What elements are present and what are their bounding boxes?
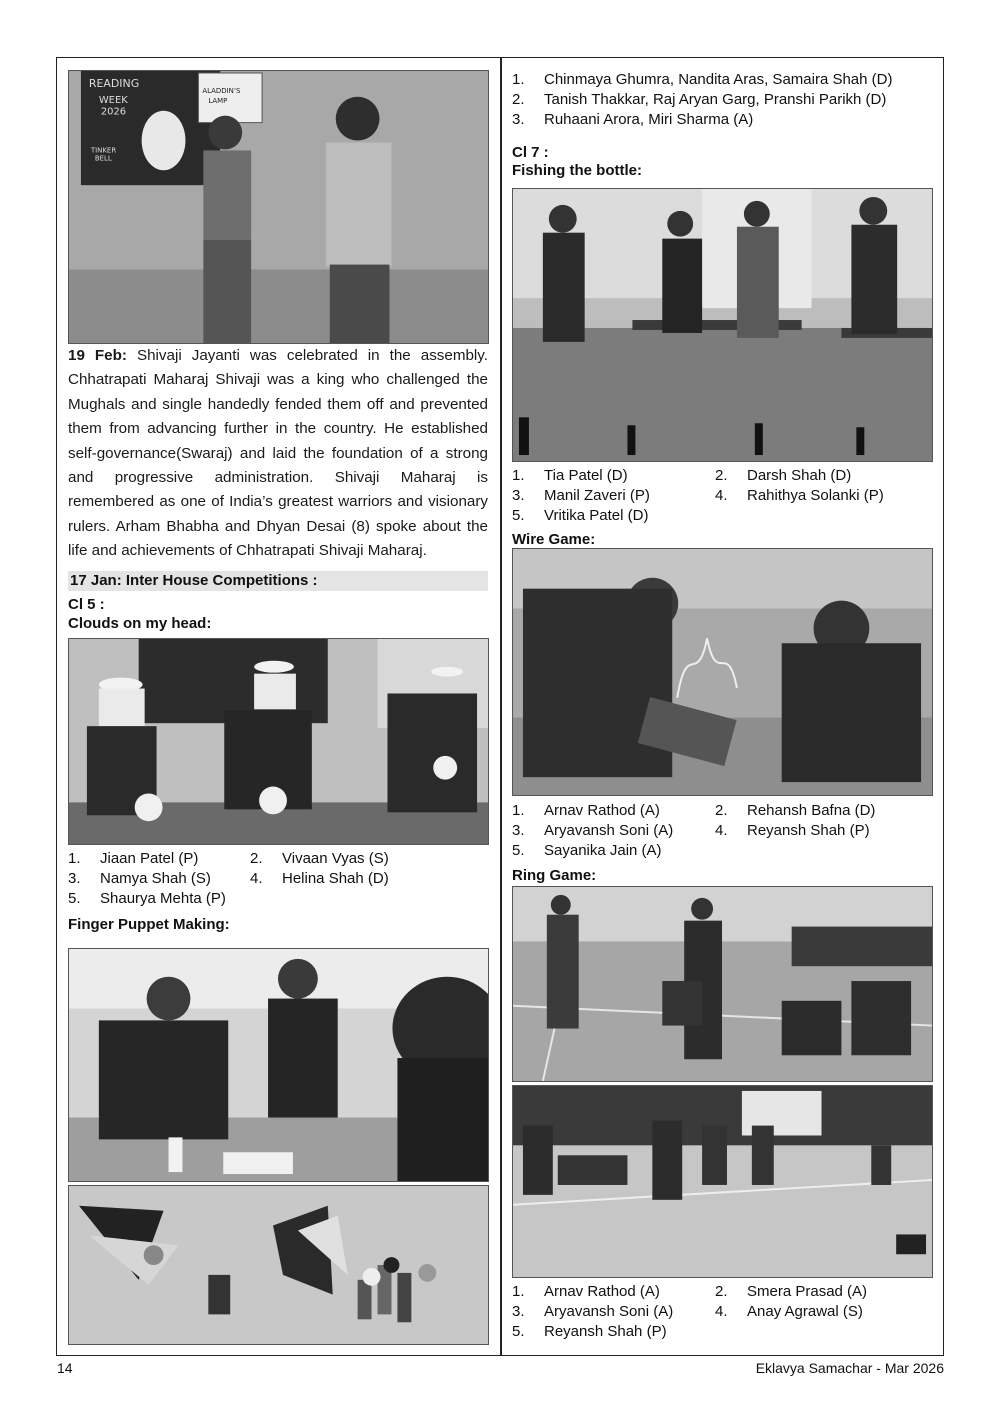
list-item: 2. Smera Prasad (A) xyxy=(715,1283,868,1300)
list-item: 3. Namya Shah (S) xyxy=(68,870,211,887)
svg-text:TINKER: TINKER xyxy=(90,146,117,155)
competitions-heading: 17 Jan: Inter House Competitions : xyxy=(68,571,488,591)
list-item: 1. Jiaan Patel (P) xyxy=(68,850,199,867)
list-item: 2. Tanish Thakkar, Raj Aryan Garg, Pranshi Parikh (D) xyxy=(512,91,887,108)
svg-text:LAMP: LAMP xyxy=(208,96,228,105)
list-item: 3. Aryavansh Soni (A) xyxy=(512,1303,674,1320)
class5-heading: Cl 5 : xyxy=(68,596,105,613)
list-item: 2. Rehansh Bafna (D) xyxy=(715,802,876,819)
fishing-heading: Fishing the bottle: xyxy=(512,162,642,179)
list-item: 4. Reyansh Shah (P) xyxy=(715,822,870,839)
list-item: 3. Manil Zaveri (P) xyxy=(512,487,650,504)
wire-winner-list xyxy=(512,801,932,861)
ring-heading: Ring Game: xyxy=(512,867,597,884)
svg-text:READING: READING xyxy=(88,76,140,90)
list-item: 3. Ruhaani Arora, Miri Sharma (A) xyxy=(512,111,754,128)
list-item: 5. Sayanika Jain (A) xyxy=(512,842,662,859)
list-item: 5. Reyansh Shah (P) xyxy=(512,1323,667,1340)
class7-heading: Cl 7 : xyxy=(512,144,549,161)
column-divider xyxy=(500,57,502,1356)
list-item: 2. Vivaan Vyas (S) xyxy=(250,850,389,867)
wire-heading: Wire Game: xyxy=(512,531,596,548)
list-item: 1. Chinmaya Ghumra, Nandita Aras, Samaira Shah (D) xyxy=(512,71,893,88)
puppet-making-photo xyxy=(68,948,489,1182)
list-item: 1. Tia Patel (D) xyxy=(512,467,628,484)
publication-title: Eklavya Samachar - Mar 2026 xyxy=(755,1360,944,1376)
list-item: 1. Arnav Rathod (A) xyxy=(512,1283,660,1300)
wire-game-photo xyxy=(512,548,933,796)
list-item: 3. Aryavansh Soni (A) xyxy=(512,822,674,839)
list-item: 2. Darsh Shah (D) xyxy=(715,467,852,484)
svg-text:2026: 2026 xyxy=(100,106,127,118)
shivaji-text: Shivaji Jayanti was celebrated in the assembly. Chhatrapati Maharaj Shivaji was a king who challenged the Mughals and single handedly fended them off and prevented them from advancing further in the country. He established self-governance(Swaraj) and laid the foundation of a strong and progressive administration. Shivaji Maharaj is remembered as one of India’s greatest warriors and visionary rulers. Arham Bhabha and Dhyan Desai (8) spoke about the life and achievements of Chhatrapati Shivaji Maharaj. xyxy=(68,347,488,560)
list-item: 5. Shaurya Mehta (P) xyxy=(68,890,226,907)
shivaji-date: 19 Feb: xyxy=(68,347,127,364)
fishing-winner-list xyxy=(512,466,932,526)
ring-winner-list xyxy=(512,1282,932,1342)
ring-game-photo-1 xyxy=(512,886,933,1082)
list-item: 4. Rahithya Solanki (P) xyxy=(715,487,884,504)
shivaji-assembly-photo xyxy=(68,70,489,344)
list-item: 1. Arnav Rathod (A) xyxy=(512,802,660,819)
svg-text:ALADDIN’S: ALADDIN’S xyxy=(202,86,241,95)
finger-puppets-photo xyxy=(68,1185,489,1345)
top-winner-list xyxy=(512,70,932,130)
fishing-bottle-photo xyxy=(512,188,933,462)
page-number: 14 xyxy=(57,1360,73,1376)
svg-text:BELL: BELL xyxy=(94,154,112,163)
list-item: 5. Vritika Patel (D) xyxy=(512,507,649,524)
list-item: 4. Helina Shah (D) xyxy=(250,870,389,887)
clouds-winner-list xyxy=(68,849,489,909)
ring-game-photo-2 xyxy=(512,1085,933,1278)
clouds-heading: Clouds on my head: xyxy=(68,615,212,632)
shivaji-paragraph xyxy=(68,344,488,564)
svg-text:WEEK: WEEK xyxy=(98,94,128,106)
clouds-game-photo xyxy=(68,638,489,845)
list-item: 4. Anay Agrawal (S) xyxy=(715,1303,863,1320)
puppet-heading: Finger Puppet Making: xyxy=(68,916,230,933)
